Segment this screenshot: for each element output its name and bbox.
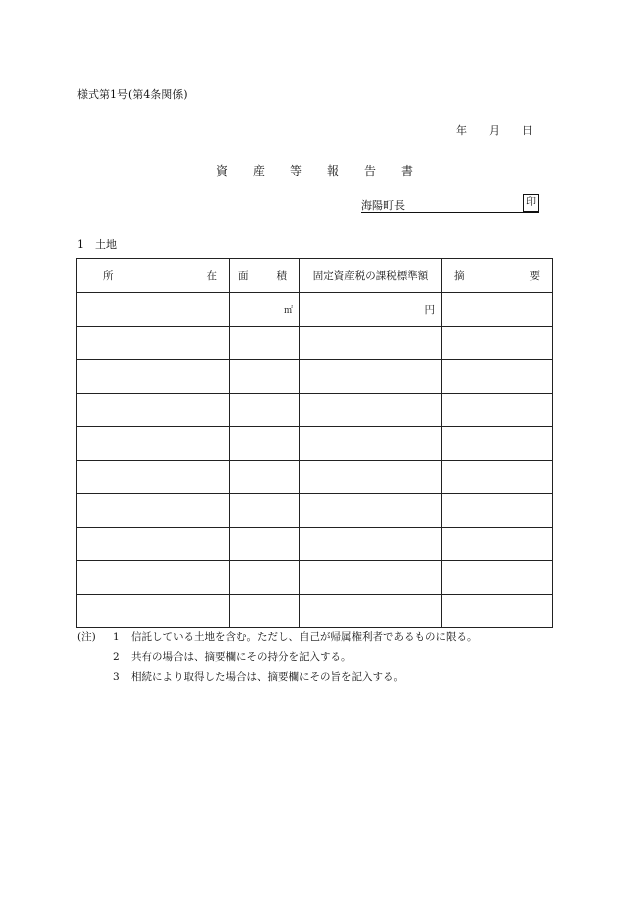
cell-tax-base[interactable] [300,561,442,595]
table-row [77,494,553,528]
form-number: 様式第1号(第4条関係) [77,88,188,101]
note-number: 2 [113,651,120,663]
note-text: 共有の場合は、摘要欄にその持分を記入する。 [131,651,352,663]
title-char: 告 [364,164,377,178]
cell-area[interactable] [230,594,300,628]
month-label: 月 [489,124,500,137]
cell-area[interactable] [230,494,300,528]
cell-location[interactable] [77,561,230,595]
area-unit: ㎡ [283,305,293,316]
cell-area[interactable] [230,561,300,595]
table-header-row [77,259,553,293]
addressee-line [361,196,539,213]
cell-area[interactable] [230,527,300,561]
addressee-name: 海陽町長 [361,199,405,212]
cell-tax-base[interactable] [300,460,442,494]
note-text: 信託している土地を含む。ただし、自己が帰属権利者であるものに限る。 [131,631,478,643]
table-row [77,326,553,360]
title-char: 報 [327,164,340,178]
cell-location[interactable] [77,460,230,494]
header-location-char: 所 [103,270,114,282]
cell-location[interactable] [77,360,230,394]
cell-remarks[interactable] [442,527,553,561]
seal-mark: 印 [523,194,539,212]
title-char: 書 [401,164,414,178]
cell-tax-base[interactable] [300,427,442,461]
note-item [77,627,478,647]
yen-unit: 円 [424,303,435,316]
note-text: 相続により取得した場合は、摘要欄にその旨を記入する。 [131,671,404,683]
cell-location[interactable] [77,326,230,360]
cell-tax-base[interactable] [300,360,442,394]
table-row [77,360,553,394]
cell-location[interactable] [77,427,230,461]
header-location-char: 在 [206,270,217,282]
cell-tax-base[interactable] [300,293,442,327]
header-location [77,259,230,293]
day-label: 日 [522,124,533,137]
cell-tax-base[interactable] [300,494,442,528]
cell-location[interactable] [77,494,230,528]
header-area-char: 面 [238,270,249,282]
header-area [230,259,300,293]
cell-remarks[interactable] [442,293,553,327]
header-tax-base: 固定資産税の課税標準額 [300,259,442,293]
cell-tax-base[interactable] [300,393,442,427]
notes [77,627,478,687]
table-row [77,427,553,461]
table-row [77,527,553,561]
section-heading: 1 土地 [77,238,117,251]
title-char: 等 [290,164,303,178]
cell-remarks[interactable] [442,393,553,427]
table-body [77,293,553,628]
cell-remarks[interactable] [442,360,553,394]
header-remarks [442,259,553,293]
cell-location[interactable] [77,594,230,628]
cell-remarks[interactable] [442,326,553,360]
cell-area[interactable] [230,460,300,494]
header-remarks-char: 要 [529,270,540,282]
cell-area[interactable] [230,427,300,461]
cell-remarks[interactable] [442,427,553,461]
cell-remarks[interactable] [442,460,553,494]
header-remarks-char: 摘 [454,270,465,282]
cell-location[interactable] [77,393,230,427]
note-item [77,647,478,667]
header-area-char: 積 [276,270,287,282]
note-number: 3 [113,671,120,683]
cell-remarks[interactable] [442,594,553,628]
note-number: 1 [113,631,120,643]
cell-area[interactable] [230,326,300,360]
cell-tax-base[interactable] [300,527,442,561]
title-char: 資 [216,164,229,178]
cell-remarks[interactable] [442,561,553,595]
land-table [76,258,553,628]
cell-area[interactable] [230,393,300,427]
table-row [77,561,553,595]
note-item [77,667,478,687]
title-char: 産 [253,164,266,178]
notes-label: (注) [77,631,96,643]
cell-location[interactable] [77,293,230,327]
year-label: 年 [456,124,467,137]
date-fields [456,122,533,138]
cell-tax-base[interactable] [300,594,442,628]
table-row [77,393,553,427]
cell-area[interactable] [230,360,300,394]
cell-remarks[interactable] [442,494,553,528]
table-row [77,460,553,494]
cell-area[interactable] [230,293,300,327]
document-title [216,162,438,179]
table-row [77,293,553,327]
cell-location[interactable] [77,527,230,561]
cell-tax-base[interactable] [300,326,442,360]
table-row [77,594,553,628]
